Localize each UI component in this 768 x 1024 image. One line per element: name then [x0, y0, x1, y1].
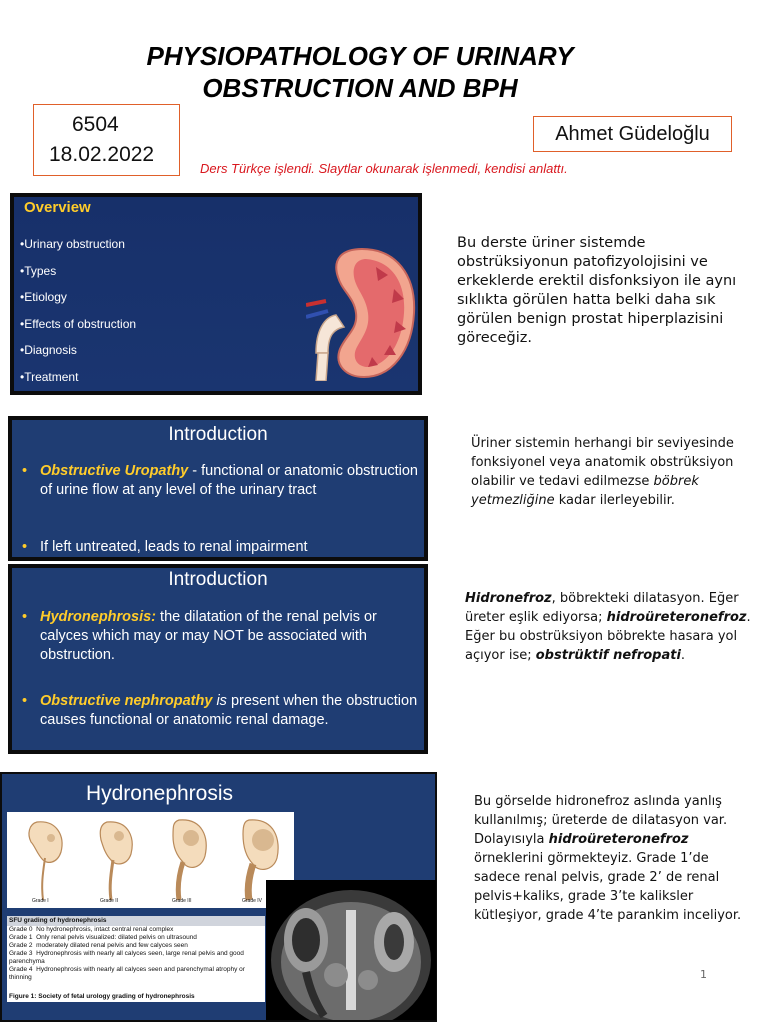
- list-item: •Etiology: [20, 290, 67, 305]
- table-row: [7, 966, 265, 982]
- term-obstructive-nephropathy: Obstructive nephropathy: [40, 693, 213, 709]
- note-paragraph-2: [471, 434, 751, 510]
- note-text: , böbrekteki dilatasyon. Eğer üreter eşlik ediyorsa;: [465, 591, 739, 625]
- list-item: •Types: [20, 263, 57, 278]
- row-desc: Hydronephrosis with nearly all calyces seen, large renal pelvis and good parenchyma: [9, 950, 244, 965]
- note-paragraph-1: Bu derste üriner sistemde obstrüksiyonun patofizyolojisini ve erkeklerde erektil disfonksiyon ile aynı sıklıkta görülen hatta belki daha sık görülen benign prostat hiperplazisini göreceğiz.: [457, 235, 737, 346]
- title-line-1: PHYSIOPATHOLOGY OF URINARY: [146, 41, 574, 71]
- grade-label: Grade III: [172, 898, 192, 904]
- intro2-heading: Introduction: [168, 569, 268, 590]
- grades-drawing: [7, 812, 294, 908]
- note-term: Hidronefroz: [465, 591, 552, 606]
- table-title: SFU grading of hydronephrosis: [7, 916, 265, 926]
- table-row: [7, 926, 265, 934]
- table-row: [7, 950, 265, 966]
- list-item: •Effects of obstruction: [20, 316, 137, 331]
- slide-introduction-2: [8, 564, 428, 754]
- intro2-bullet-1: [22, 608, 422, 665]
- bullet-text-is: is: [212, 693, 227, 709]
- note-paragraph-4: [474, 792, 744, 925]
- bullet-text: the dilatation of the renal pelvis or calyces which may or may NOT be associated with obstruction.: [40, 609, 377, 663]
- note-term: hidroüreteronefroz: [548, 832, 689, 847]
- course-code-box: [33, 104, 180, 176]
- row-desc: No hydronephrosis, intact central renal complex: [36, 926, 174, 933]
- intro1-bullet-2: [22, 538, 422, 557]
- course-code: 6504: [72, 113, 119, 136]
- intro1-heading: Introduction: [168, 424, 268, 445]
- row-grade: Grade 0: [9, 926, 33, 933]
- note-paragraph-3: [465, 589, 755, 665]
- overview-list: [20, 237, 136, 397]
- list-item: •Treatment: [20, 369, 79, 384]
- bullet-dot: •: [22, 609, 28, 625]
- overview-heading: Overview: [24, 199, 91, 216]
- kidney-illustration: [306, 245, 418, 381]
- lecture-date: 18.02.2022: [49, 143, 155, 166]
- note-text: Üriner sistemin herhangi bir seviyesinde fonksiyonel veya anatomik obstrüksiyon olabilir ve tedavi edilmezse: [471, 436, 734, 489]
- table-row: [7, 942, 265, 950]
- page-number: 1: [700, 968, 707, 981]
- row-grade: Grade 1: [9, 934, 33, 941]
- hydro-heading: Hydronephrosis: [85, 782, 234, 805]
- bullet-dot: •: [22, 539, 28, 555]
- row-grade: Grade 3: [9, 950, 33, 957]
- note-emphasis: böbrek yetmezliğine: [471, 474, 699, 508]
- bullet-dot: •: [22, 463, 28, 479]
- title-line-2: OBSTRUCTION AND BPH: [202, 73, 518, 103]
- sfu-grading-table: [7, 916, 265, 1002]
- row-desc: Hydronephrosis with nearly all calyces seen and parenchymal atrophy or thinning: [9, 966, 245, 981]
- intro2-bullet-2: [22, 692, 422, 730]
- note-text: kadar ilerleyebilir.: [554, 493, 675, 508]
- ct-scan-image: [266, 880, 436, 1020]
- slide-introduction-1: [8, 416, 428, 561]
- row-grade: Grade 2: [9, 942, 33, 949]
- figure-caption: Figure 1: Society of fetal urology grading of hydronephrosis: [9, 993, 195, 1000]
- bullet-text: If left untreated, leads to renal impairment: [40, 539, 308, 555]
- grade-label: Grade IV: [242, 898, 263, 904]
- hydronephrosis-grades-figure: [7, 812, 294, 908]
- bullet-text: present when the obstruction causes functional or anatomic renal damage.: [40, 693, 418, 728]
- slide-overview: [10, 193, 422, 395]
- intro1-bullet-1: [22, 462, 422, 500]
- note-text: Bu görselde hidronefroz aslında yanlış kullanılmış; üreterde de dilatasyon var. Dolayısıyla: [474, 794, 728, 847]
- note-text: .: [680, 648, 686, 663]
- note-text: örneklerini görmekteyiz. Grade 1’de sadece renal pelvis, grade 2’ de renal pelvis+kaliks, grade 3’te kaliksler kütleşiyor, grade 4’te parankim inceliyor.: [474, 851, 742, 923]
- note-text: . Eğer bu obstrüksiyon böbrekte hasara yol açıyor ise;: [465, 610, 751, 663]
- page-title: [100, 40, 620, 104]
- list-item: •Urinary obstruction: [20, 237, 125, 251]
- slide-hydronephrosis: [0, 772, 437, 1022]
- table-row: [7, 934, 265, 942]
- note-term: obstrüktif nefropati: [535, 648, 681, 663]
- lecture-note: Ders Türkçe işlendi. Slaytlar okunarak işlenmedi, kendisi anlattı.: [200, 161, 568, 176]
- bullet-text: - functional or anatomic obstruction of urine flow at any level of the urinary tract: [40, 463, 418, 498]
- term-obstructive-uropathy: Obstructive Uropathy: [40, 463, 189, 479]
- row-desc: moderately dilated renal pelvis and few calyces seen: [36, 942, 188, 949]
- row-grade: Grade 4: [9, 966, 33, 973]
- term-hydronephrosis: Hydronephrosis:: [40, 609, 157, 625]
- grade-label: Grade II: [100, 898, 119, 904]
- author-box: Ahmet Güdeloğlu: [533, 116, 732, 152]
- list-item: •Diagnosis: [20, 343, 77, 358]
- bullet-dot: •: [22, 693, 28, 709]
- grade-label: Grade I: [32, 898, 49, 904]
- note-term: hidroüreteronefroz: [606, 610, 747, 625]
- row-desc: Only renal pelvis visualized: dilated pelvis on ultrasound: [36, 934, 197, 941]
